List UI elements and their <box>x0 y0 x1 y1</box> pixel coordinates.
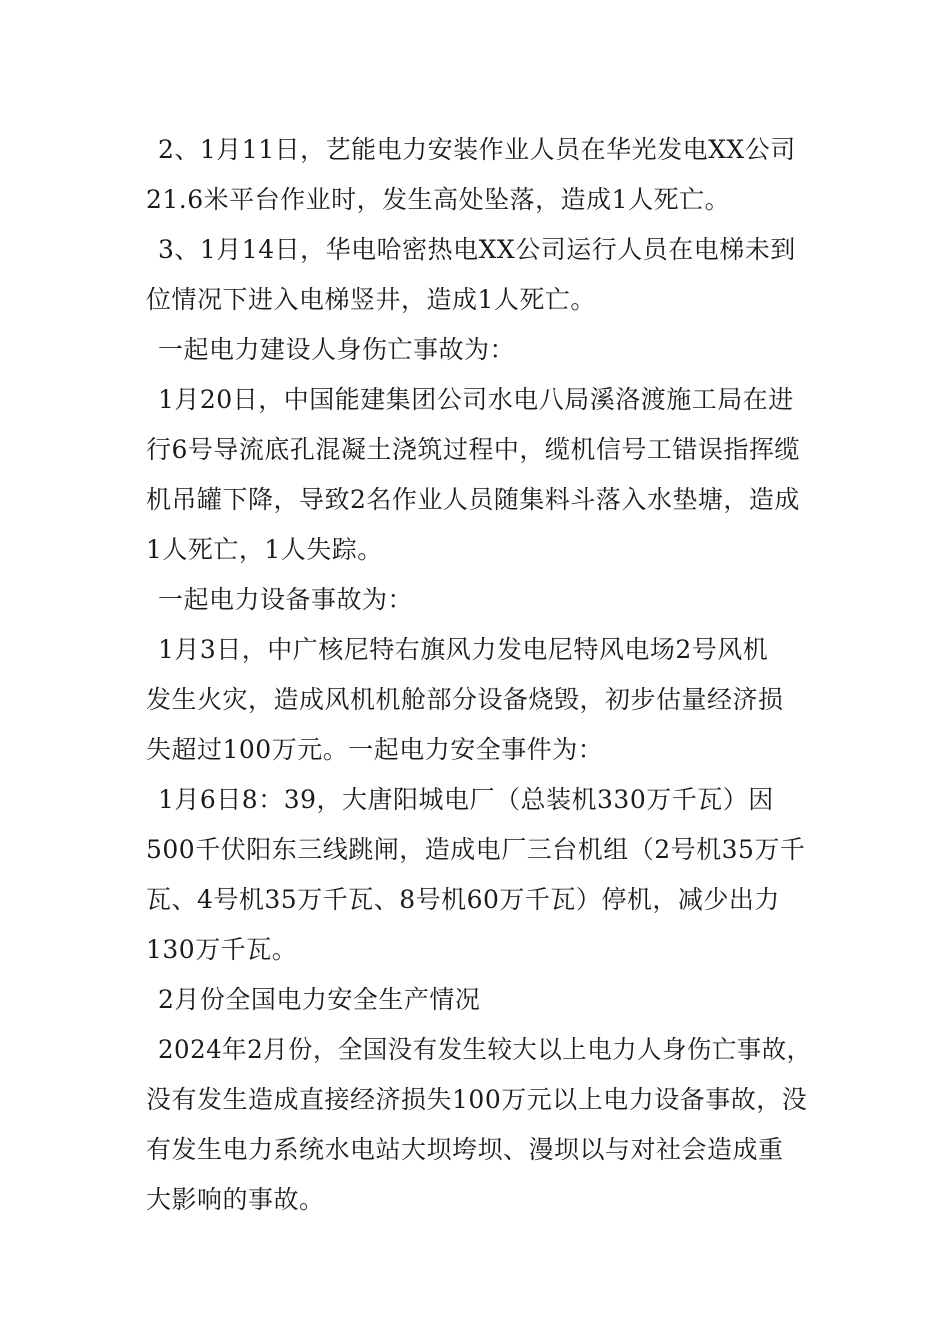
text-line: 大影响的事故。 <box>146 1185 325 1214</box>
text-line: 2024年2月份，全国没有发生较大以上电力人身伤亡事故， <box>158 1035 812 1064</box>
text-line: 3、1月14日，华电哈密热电XX公司运行人员在电梯未到 <box>158 235 796 264</box>
text-line: 瓦、4号机35万千瓦、8号机60万千瓦）停机，减少出力 <box>146 885 780 914</box>
text-line: 没有发生造成直接经济损失100万元以上电力设备事故，没 <box>146 1085 808 1114</box>
text-line: 位情况下进入电梯竖井，造成1人死亡。 <box>146 285 596 314</box>
section-heading: 一起电力建设人身伤亡事故为： <box>158 335 516 364</box>
text-line: 失超过100万元。一起电力安全事件为： <box>146 735 604 764</box>
text-line: 21.6米平台作业时，发生高处坠落，造成1人死亡。 <box>146 185 731 214</box>
text-line: 1月6日8：39，大唐阳城电厂（总装机330万千瓦）因 <box>158 785 774 814</box>
text-line: 500千伏阳东三线跳闸，造成电厂三台机组（2号机35万千 <box>146 835 806 864</box>
text-line: 130万千瓦。 <box>146 935 298 964</box>
text-line: 1月20日，中国能建集团公司水电八局溪洛渡施工局在进 <box>158 385 794 414</box>
text-line: 行6号导流底孔混凝土浇筑过程中，缆机信号工错误指挥缆 <box>146 435 800 464</box>
text-line: 1人死亡，1人失踪。 <box>146 535 383 564</box>
text-line: 发生火灾，造成风机机舱部分设备烧毁，初步估量经济损 <box>146 685 784 714</box>
section-heading: 2月份全国电力安全生产情况 <box>158 985 481 1014</box>
text-line: 有发生电力系统水电站大坝垮坝、漫坝以与对社会造成重 <box>146 1135 784 1164</box>
section-heading: 一起电力设备事故为： <box>158 585 414 614</box>
text-line: 1月3日，中广核尼特右旗风力发电尼特风电场2号风机 <box>158 635 769 664</box>
text-line: 2、1月11日，艺能电力安装作业人员在华光发电XX公司 <box>158 135 796 164</box>
text-line: 机吊罐下降，导致2名作业人员随集料斗落入水垫塘，造成 <box>146 485 800 514</box>
